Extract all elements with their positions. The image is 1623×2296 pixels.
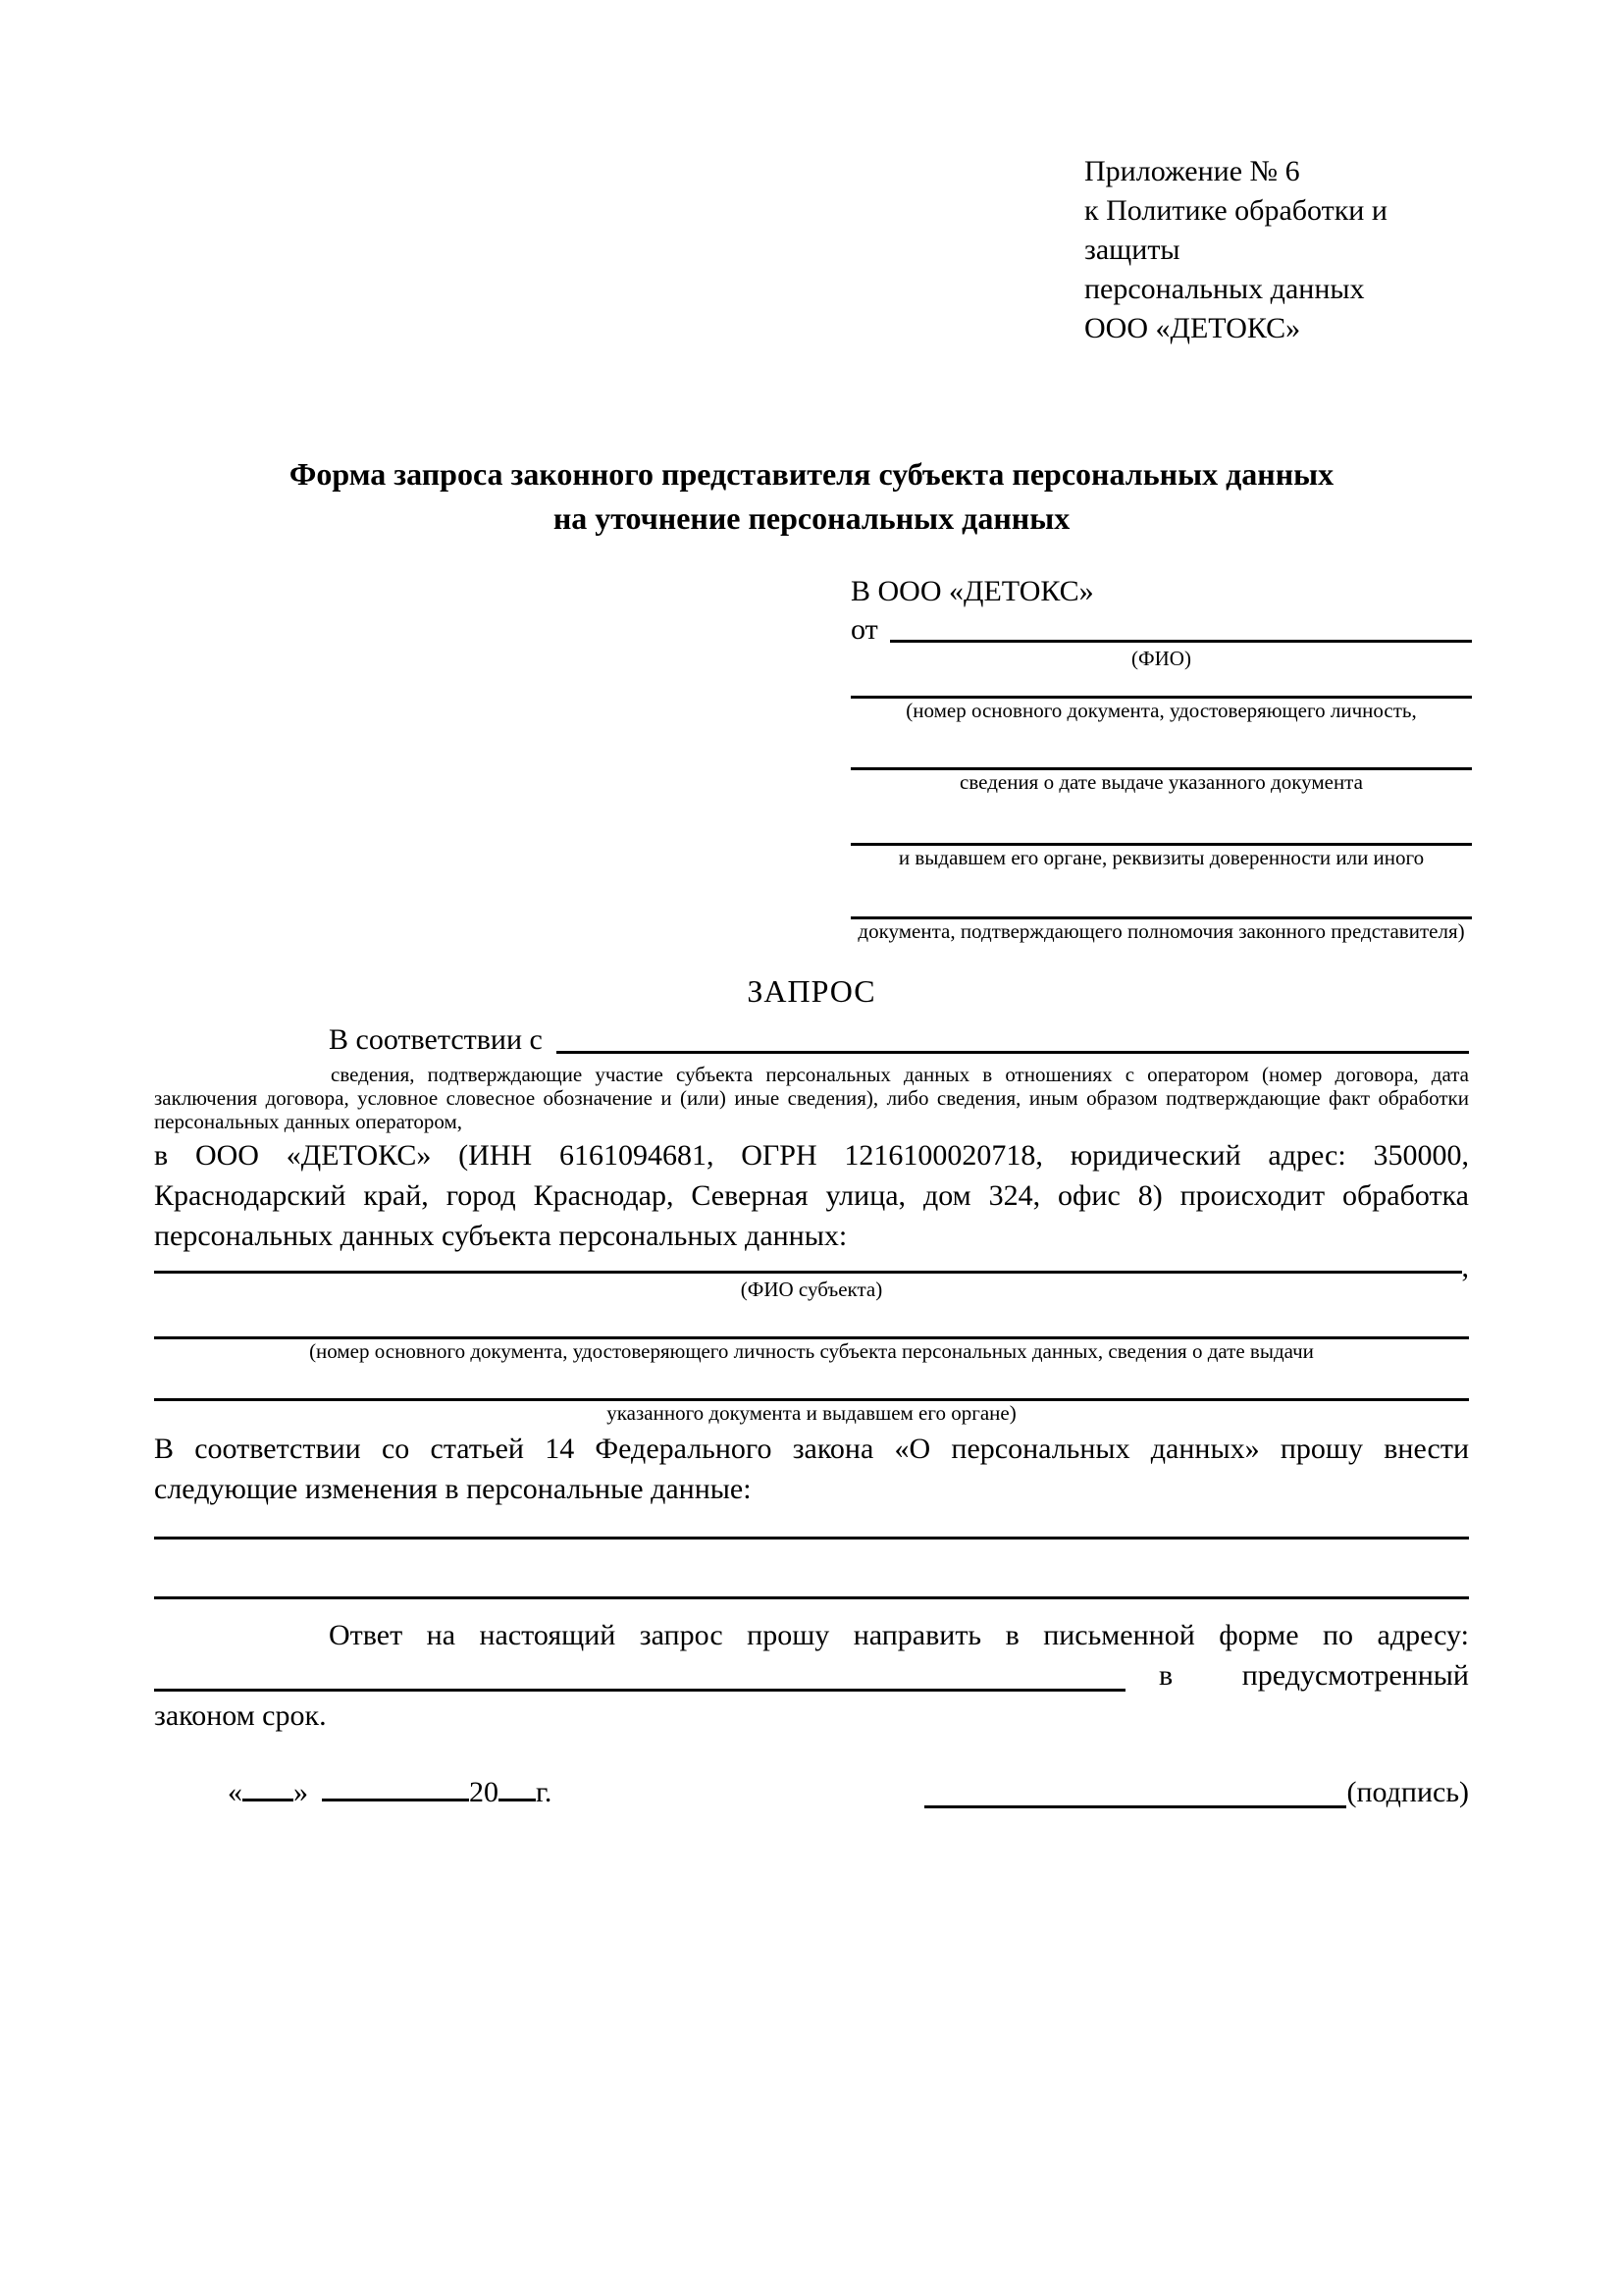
from-fill-line — [890, 616, 1472, 643]
fill-line — [851, 722, 1472, 770]
date-template — [228, 1773, 551, 1812]
intro-caption: сведения, подтверждающие участие субъекта персональных данных в отношениях с оператором (номер договора, дата заключения договора, условное словесное обозначение и (или) иные сведения), либо сведения, иным образом подтверждающие факт обработки персональных данных оператором, — [154, 1063, 1469, 1133]
fill-caption: документа, подтверждающего полномочия законного представителя) — [858, 919, 1465, 943]
fill-line — [851, 670, 1472, 699]
subject-doc-fill-line — [154, 1301, 1469, 1339]
intro-row — [154, 1023, 1469, 1057]
fill-group — [851, 794, 1472, 869]
request-heading: ЗАПРОС — [747, 973, 876, 1009]
trailing-comma: , — [1461, 1251, 1469, 1283]
addressee-block — [851, 574, 1472, 943]
quote-open: « — [228, 1776, 242, 1808]
addressee-to: В ООО «ДЕТОКС» — [851, 575, 1094, 607]
response-word1: в — [1159, 1659, 1174, 1692]
response-lead: Ответ на настоящий запрос прошу направить в письменной форме по адресу: — [329, 1619, 1469, 1651]
document-title-line2: на уточнение персональных данных — [552, 500, 1071, 536]
document-title-line1: Форма запроса законного представителя субъекта персональных данных — [288, 456, 1335, 492]
law-paragraph: В соответствии со статьей 14 Федерального закона «О персональных данных» прошу внести следующие изменения в персональные данные: — [154, 1433, 1469, 1505]
fill-line — [851, 794, 1472, 846]
operator-paragraph: в ООО «ДЕТОКС» (ИНН 6161094681, ОГРН 1216100020718, юридический адрес: 350000, Краснодарский край, город Краснодар, Северная улица, дом 324, офис 8) происходит обработка персональных данных субъекта персональных данных: — [154, 1139, 1469, 1252]
from-row — [851, 615, 1472, 645]
month-fill-line — [322, 1795, 469, 1801]
fill-line — [851, 869, 1472, 919]
quote-close: » — [293, 1776, 308, 1808]
signature-fill-line — [924, 1776, 1346, 1808]
subject-doc-caption-2: указанного документа и выдавшем его органе) — [606, 1401, 1017, 1425]
response-word2: предусмотренный — [1241, 1659, 1469, 1692]
response-address-row — [154, 1655, 1469, 1696]
signature-caption: (подпись) — [1346, 1776, 1469, 1808]
annex-line: персональных данных — [1084, 273, 1365, 305]
fill-group — [851, 869, 1472, 943]
footer-row — [154, 1773, 1469, 1812]
fill-group — [851, 722, 1472, 794]
fill-caption: (номер основного документа, удостоверяющего личность, — [906, 699, 1417, 722]
subject-fio-fill-line — [154, 1253, 1462, 1274]
intro-label: В соответствии с — [329, 1023, 543, 1056]
intro-fill-line — [556, 1027, 1469, 1054]
year-suffix: г. — [536, 1776, 552, 1808]
subject-fio-row — [154, 1251, 1469, 1283]
subject-fio-caption: (ФИО субъекта) — [740, 1278, 883, 1301]
subject-doc-caption-1: (номер основного документа, удостоверяющего личность субъекта персональных данных, сведения о дате выдачи — [309, 1339, 1314, 1363]
fill-caption: и выдавшем его органе, реквизиты доверенности или иного — [898, 846, 1425, 869]
year-fill-line — [498, 1795, 536, 1801]
changes-fill-line — [154, 1509, 1469, 1539]
annex-header — [1084, 152, 1469, 348]
subject-doc-fill-line — [154, 1363, 1469, 1401]
address-fill-line — [154, 1659, 1126, 1692]
day-fill-line — [242, 1795, 293, 1801]
from-label: от — [851, 613, 878, 646]
response-words — [1126, 1655, 1469, 1696]
annex-line: Приложение № 6 — [1084, 155, 1300, 187]
annex-line: к Политике обработки и защиты — [1084, 194, 1387, 266]
annex-line: ООО «ДЕТОКС» — [1084, 312, 1301, 344]
response-tail: законом срок. — [154, 1699, 327, 1732]
changes-fill-line — [154, 1539, 1469, 1599]
year-prefix: 20 — [469, 1776, 498, 1808]
document-title — [154, 452, 1469, 541]
fill-group — [851, 670, 1472, 722]
fio-caption: (ФИО) — [1131, 647, 1191, 670]
fill-caption: сведения о дате выдаче указанного документа — [960, 770, 1363, 794]
signature-group — [924, 1773, 1469, 1812]
